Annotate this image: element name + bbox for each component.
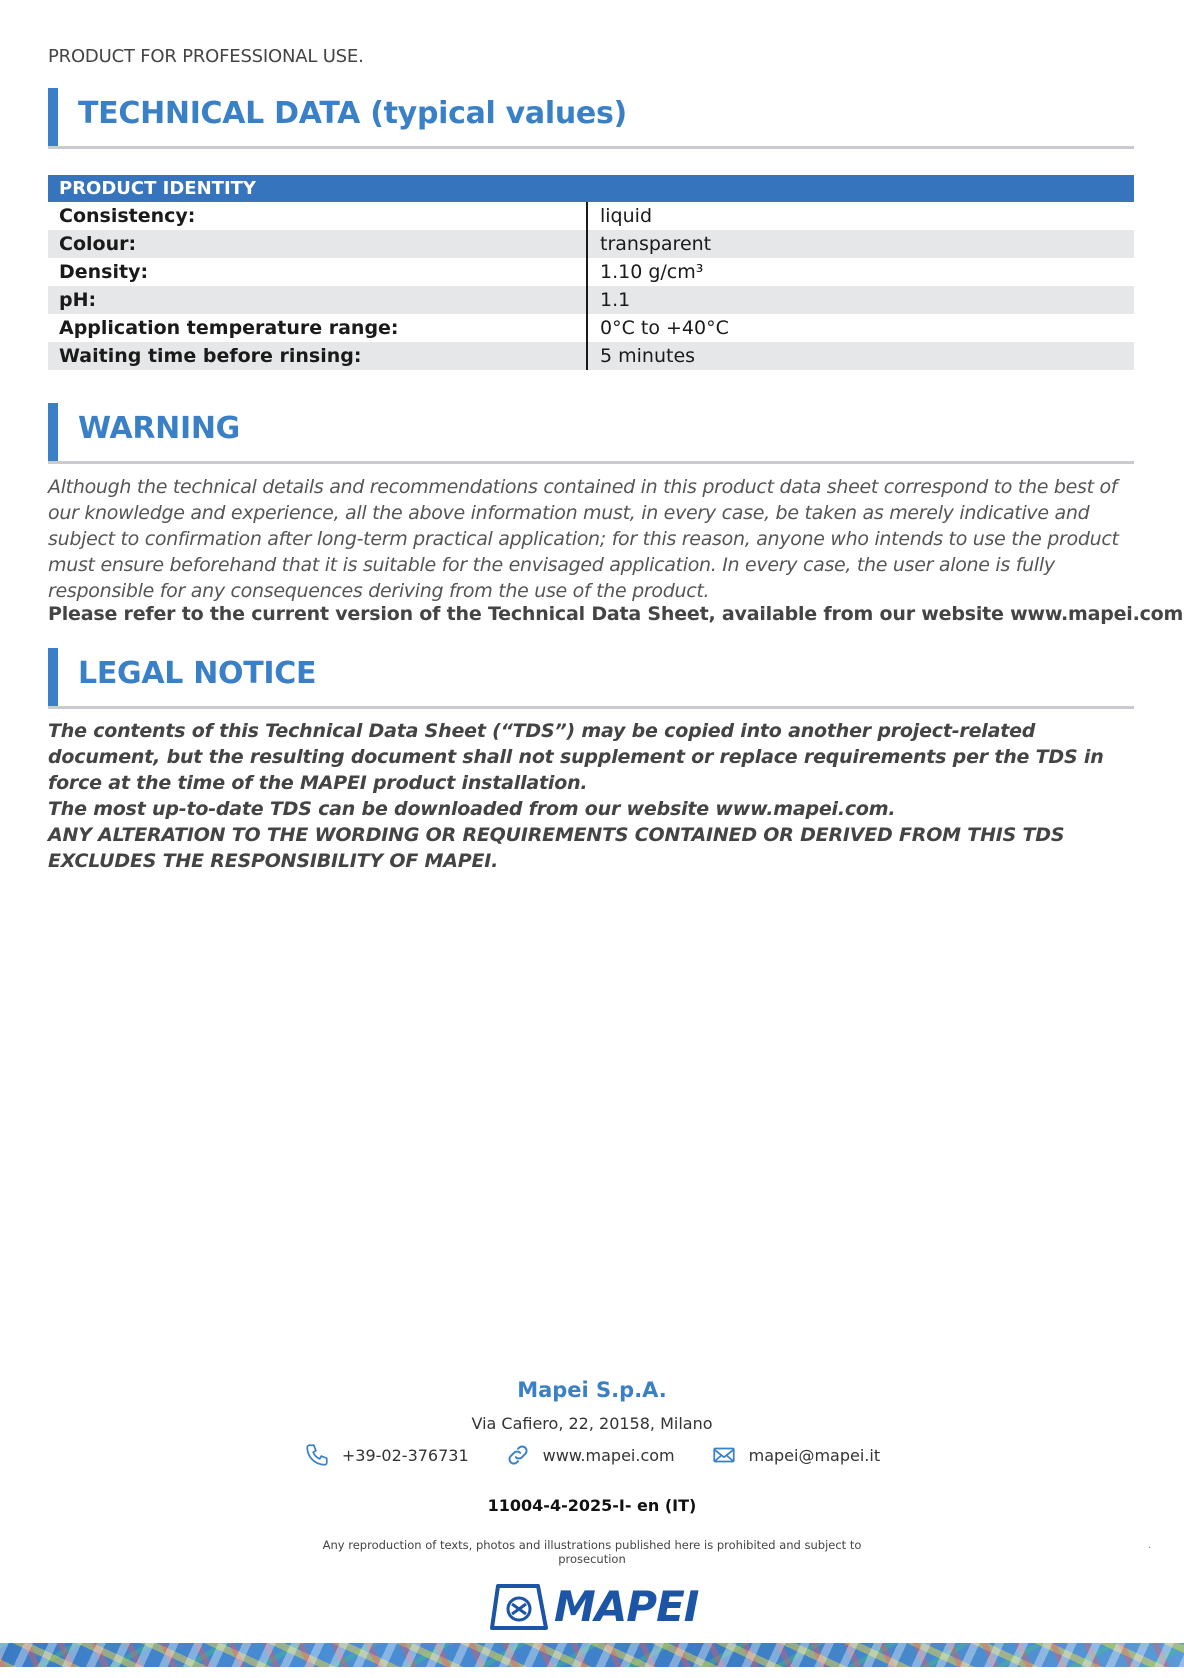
phone-icon xyxy=(304,1442,330,1468)
row-label: Application temperature range: xyxy=(48,314,588,342)
stray-mark: . xyxy=(1148,1540,1152,1551)
warning-reference: Please refer to the current version of the Technical Data Sheet, available from our website www.mapei.com xyxy=(48,603,1184,625)
row-value: 0°C to +40°C xyxy=(600,317,729,339)
legal-paragraph: The most up-to-date TDS can be downloaded from our website www.mapei.com. xyxy=(48,798,896,820)
professional-use-note: PRODUCT FOR PROFESSIONAL USE. xyxy=(48,46,364,67)
mapei-logo xyxy=(490,1582,700,1632)
warning-text: Although the technical details and recommendations contained in this product data sheet correspond to the best of our knowledge and experience, all the above information must, in every case, be taken as merely indicative and subject to confirmation after long-term practical application; for this reason, anyone who intends to use the product must ensure beforehand that it is suitable for the envisaged application. In every case, the user alone is fully responsible for any consequences deriving from the use of the product. xyxy=(48,476,1119,602)
table-row xyxy=(48,286,1134,314)
warning-heading xyxy=(48,403,1134,464)
reproduction-notice: Any reproduction of texts, photos and illustrations published here is prohibited and subject to prosecution xyxy=(322,1538,862,1566)
website-link[interactable]: www.mapei.com xyxy=(542,1445,675,1465)
technical-data-title: TECHNICAL DATA (typical values) xyxy=(78,96,627,131)
row-value: 1.10 g/cm³ xyxy=(600,261,704,283)
contact-phone xyxy=(304,1442,469,1468)
row-label: Waiting time before rinsing: xyxy=(48,342,588,370)
heading-accent-bar xyxy=(48,88,58,146)
contact-bar xyxy=(0,1442,1184,1468)
phone-number: +39-02-376731 xyxy=(341,1445,469,1465)
row-label: Consistency: xyxy=(48,202,588,230)
mail-icon xyxy=(711,1442,737,1468)
mapei-emblem-icon xyxy=(490,1582,548,1632)
contact-website[interactable] xyxy=(505,1442,675,1468)
table-row xyxy=(48,230,1134,258)
table-row xyxy=(48,258,1134,286)
row-value: transparent xyxy=(600,233,712,255)
row-value: liquid xyxy=(600,205,652,227)
heading-accent-bar xyxy=(48,403,58,461)
product-identity-table xyxy=(48,175,1134,370)
row-label: Colour: xyxy=(48,230,588,258)
row-value: 1.1 xyxy=(600,289,631,311)
contact-email[interactable] xyxy=(711,1442,880,1468)
legal-notice-heading xyxy=(48,648,1134,709)
email-link[interactable]: mapei@mapei.it xyxy=(748,1445,881,1465)
company-name: Mapei S.p.A. xyxy=(517,1378,667,1402)
table-row xyxy=(48,202,1134,230)
mapei-wordmark: MAPEI xyxy=(554,1582,699,1631)
row-label: Density: xyxy=(48,258,588,286)
link-icon xyxy=(505,1442,531,1468)
legal-paragraph: ANY ALTERATION TO THE WORDING OR REQUIREMENTS CONTAINED OR DERIVED FROM THIS TDS EXCLUDES THE RESPONSIBILITY OF MAPEI. xyxy=(48,824,1065,872)
legal-notice-title: LEGAL NOTICE xyxy=(78,656,317,691)
legal-notice-text xyxy=(48,718,1138,874)
document-code: 11004-4-2025-I- en (IT) xyxy=(487,1496,697,1515)
legal-paragraph: The contents of this Technical Data Sheet (“TDS”) may be copied into another project-related document, but the resulting document shall not supplement or replace requirements per the TDS in force at the time of the MAPEI product installation. xyxy=(48,720,1104,794)
company-address: Via Cafiero, 22, 20158, Milano xyxy=(471,1414,713,1433)
heading-accent-bar xyxy=(48,648,58,706)
row-value: 5 minutes xyxy=(600,345,696,367)
table-header: PRODUCT IDENTITY xyxy=(48,175,1134,202)
decorative-footer-band xyxy=(0,1643,1184,1667)
table-row xyxy=(48,314,1134,342)
row-label: pH: xyxy=(48,286,588,314)
technical-data-heading xyxy=(48,88,1134,149)
table-row xyxy=(48,342,1134,370)
warning-title: WARNING xyxy=(78,411,240,446)
